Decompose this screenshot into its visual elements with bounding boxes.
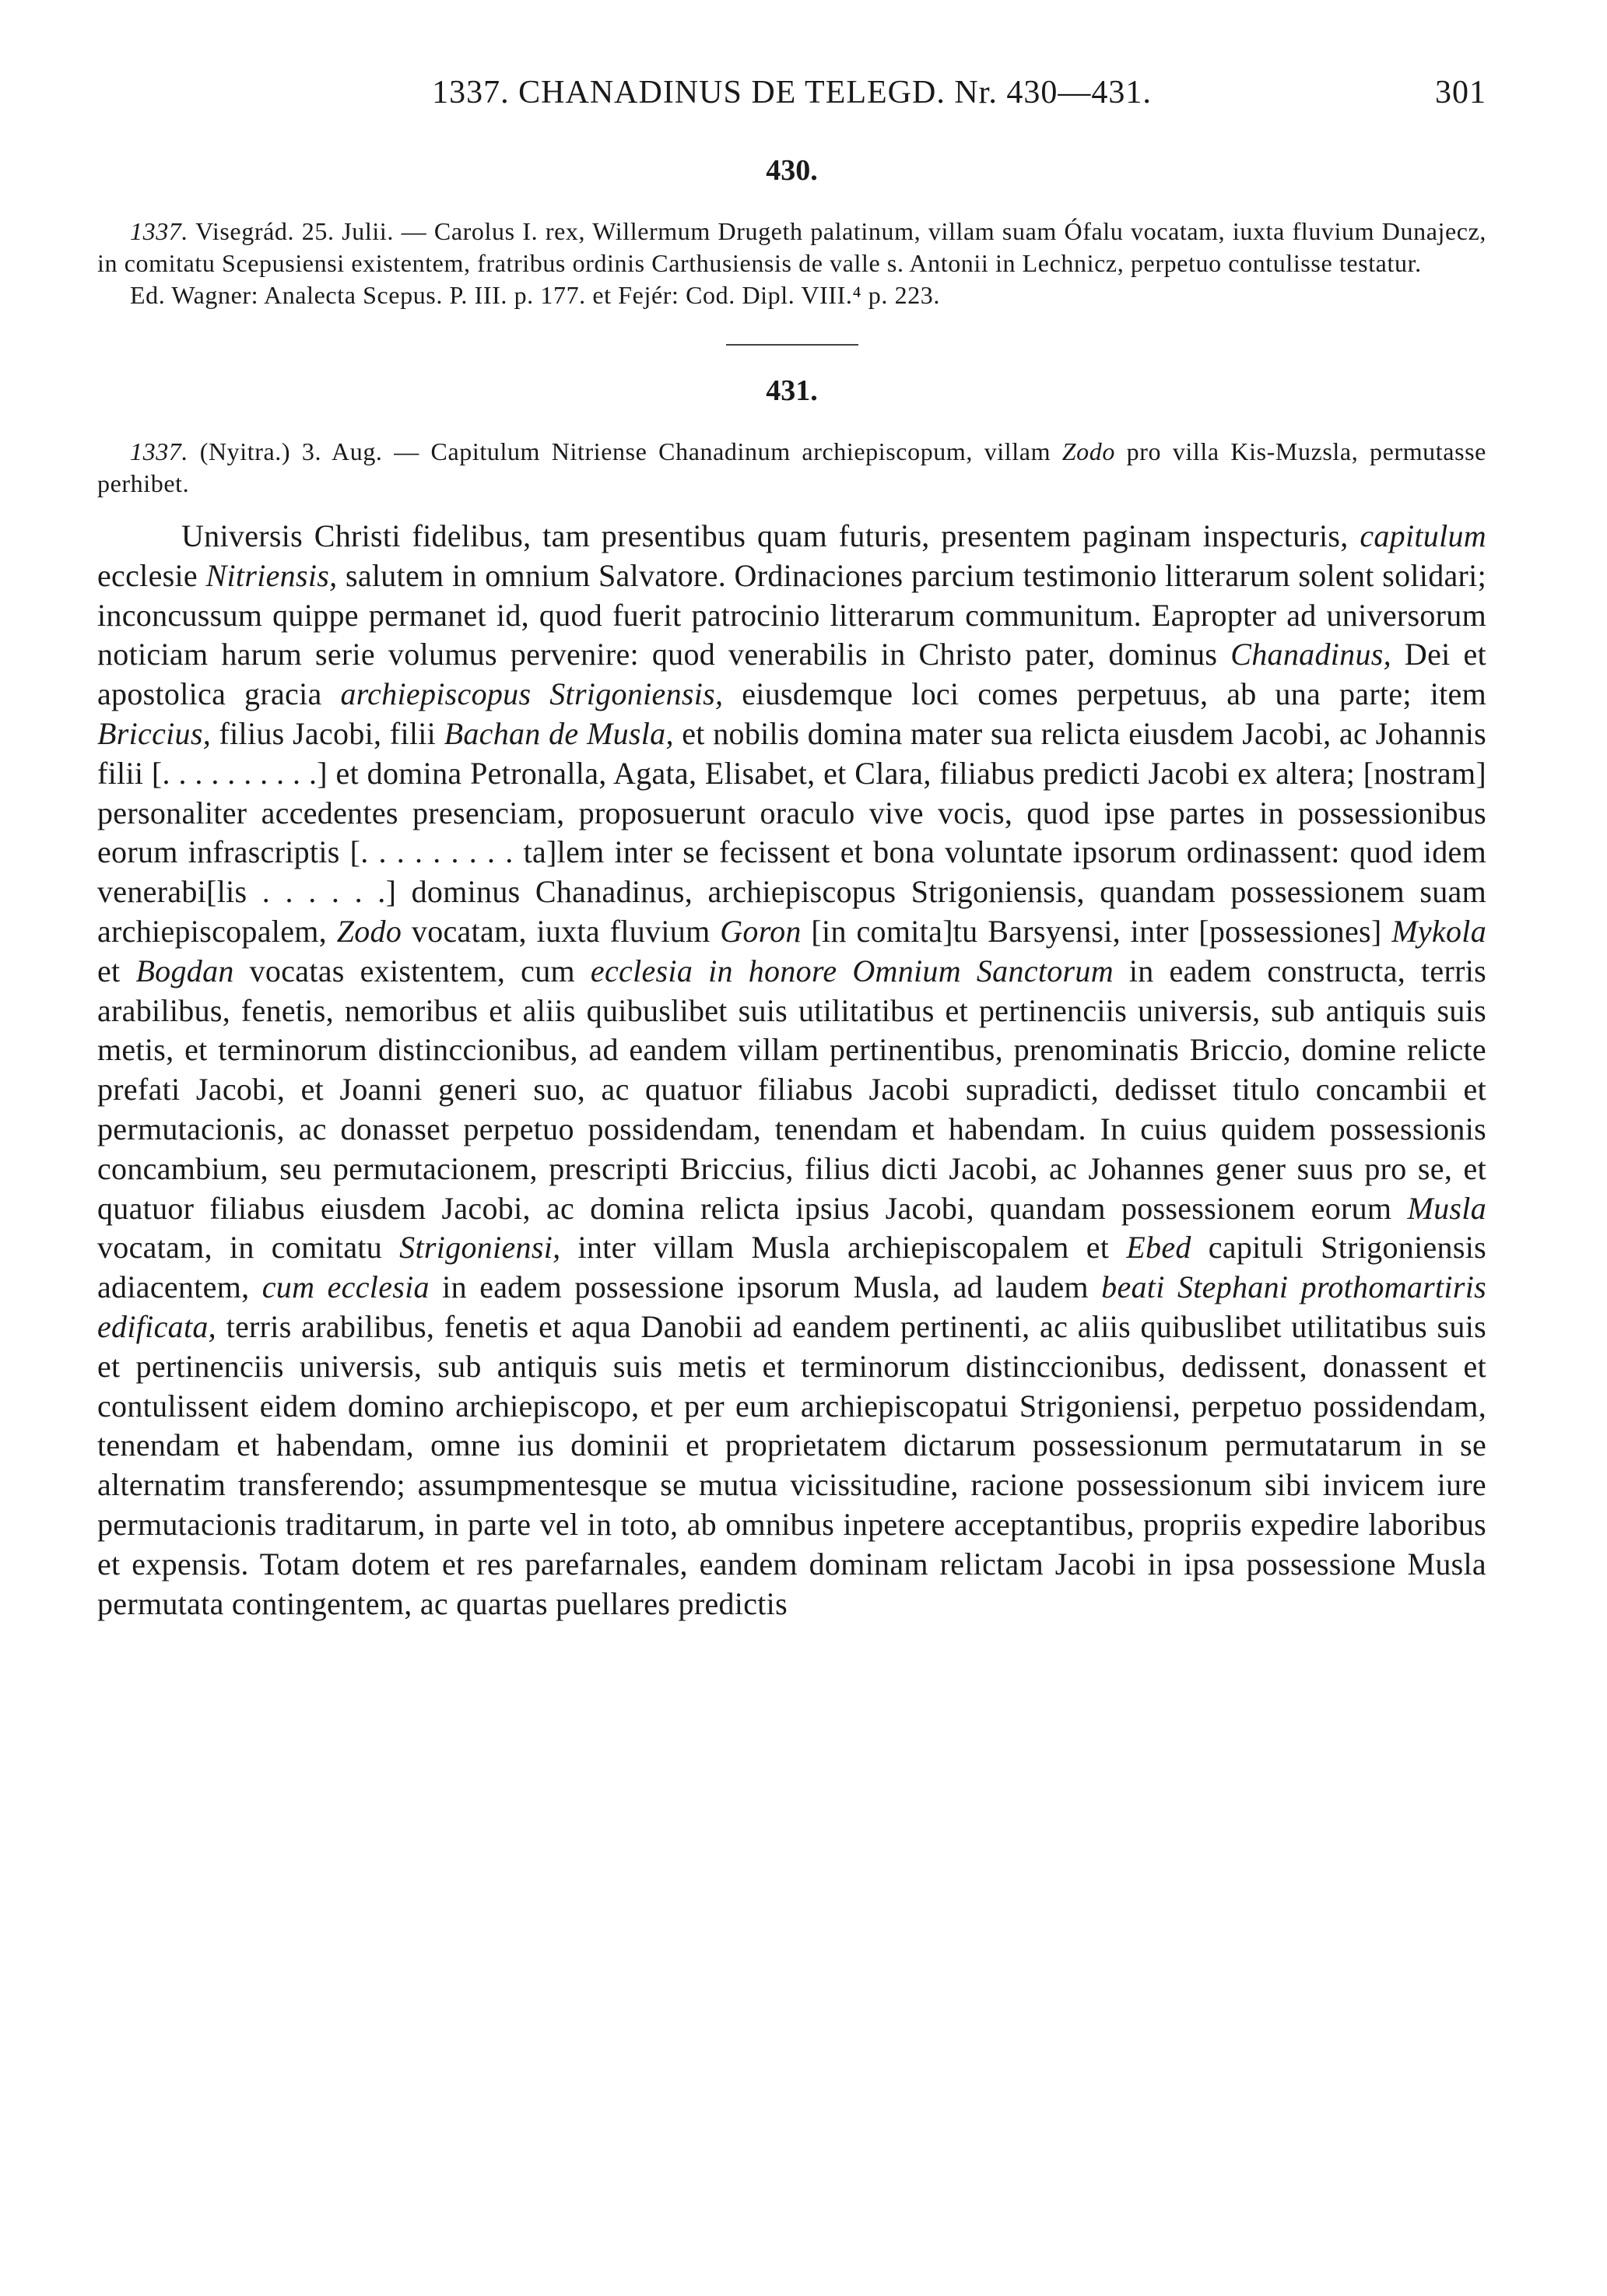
charter-italic-segment: Goron [720,913,802,949]
charter-text-segment: vocatam, in comitatu [97,1230,400,1266]
page-number: 301 [1435,75,1486,111]
regest-430-text: Visegrád. 25. Julii. — Carolus I. rex, Willermum Drugeth palatinum, villam suam Ófalu vocatam, iuxta fluvium Dunajecz, in comitatu Scepusiensi existentem, fratribus ordinis Carthusiensis de valle s. Antonii in Lechnicz, perpetuo contulisse testatur. [97,217,1486,277]
charter-text-segment: in eadem constructa, terris arabilibus, fenetis, nemoribus et aliis quibuslibet suis utilitatibus et pertinenciis universis, sub antiquis suis metis, et terminorum distinccionibus, ad eandem villam pertinentibus, prenominatis Briccio, domine relicte prefati Jacobi, et Joanni generi suo, ac quatuor filiabus Jacobi supradicti, dedisset titulo concambii et permutacionis, ac donasset perpetuo possidendam, tenendam et habendam. In cuius quidem possessionis concambium, seu permutacionem, prescripti Briccius, filius dicti Jacobi, ac Johannes gener suus pro se, et quatuor filiabus eiusdem Jacobi, ac domina relicta ipsius Jacobi, quandam possessionem eorum [97,953,1486,1226]
charter-text-segment: Dei et apostolica gracia [97,637,1486,712]
charter-italic-segment: Musla [1407,1190,1486,1226]
charter-text-segment: ecclesie [97,557,206,593]
regest-430 [97,216,1486,279]
charter-text-431 [97,517,1486,1624]
charter-italic-segment: Strigoniensi, [399,1230,561,1266]
document-number-431: 431. [766,374,818,407]
regest-431-date: 1337. [130,437,188,465]
running-head [97,74,1486,121]
charter-text-segment: vocatam, iuxta fluvium [402,913,721,949]
regest-431 [97,436,1486,500]
charter-italic-segment: Zodo [336,913,402,949]
charter-italic-segment: Briccius, [97,715,212,751]
charter-text-segment: terris arabilibus, fenetis et aqua Danobii ad eandem pertinenti, ac aliis quibuslibet utilitatibus suis et pertinenciis universis, sub antiquis suis metis et terminorum distinccionibus, dedissent, donassent et contulissent eidem domino archiepiscopo, et per eum archiepiscopatui Strigoniensi, perpetuo possidendam, tenendam et habendam, omne ius dominii et proprietatem dictarum possessionum permutatarum in se alternatim transferendo; assumpmentesque se mutua vicissitudine, racione possessionum sibi invicem iure permutacionis traditarum, in parte vel in toto, ab omnibus inpetere acceptantibus, propriis expedire laboribus et expensis. Totam dotem et res parefarnales, eandem dominam relictam Jacobi in ipsa possessione Musla permutata contingentem, ac quartas puellares predictis [97,1308,1486,1621]
charter-text-segment: eiusdemque loci comes perpetuus, ab una parte; item [723,676,1487,712]
charter-italic-segment: Chanadinus, [1230,637,1391,672]
charter-italic-segment: ecclesia in honore Omnium Sanctorum [590,953,1114,988]
charter-italic-segment: Nitriensis, [205,557,338,593]
charter-text-segment: et [97,953,136,988]
charter-text-segment: Universis Christi fidelibus, tam presentibus quam futuris, presentem paginam inspecturis, [181,518,1360,553]
charter-italic-segment: archiepiscopus Strigoniensis, [340,676,724,712]
charter-italic-segment: Bachan de Musla, [444,715,674,751]
charter-italic-segment: Bogdan [135,953,234,988]
charter-italic-segment: cum ecclesia [261,1269,430,1305]
regest-431-zodo: Zodo [1061,437,1115,465]
charter-text-segment: et nobilis domina mater sua relicta eiusdem Jacobi, ac Johannis filii [. . . . . . . . . .] et domina Petronalla, Agata, Elisabet, et Clara, filiabus predicti Jacobi ex altera; [nostram] personaliter accedentes presenciam, proposuerunt oraculo vive vocis, quod ipse partes in possessionibus eorum infrascriptis [. . . . . . . . . ta]lem inter se fecissent et bona voluntate ipsorum ordinassent: quod idem venerabi[lis . . . . . .] dominus Chanadinus, archiepiscopus Strigoniensis, quandam possessionem suam archiepiscopalem, [97,715,1486,949]
charter-text-segment: vocatas existentem, cum [233,953,591,988]
regest-431-text-a: (Nyitra.) 3. Aug. — Capitulum Nitriense Chanadinum archiepiscopum, villam [188,437,1062,465]
charter-text-segment: filius Jacobi, filii [211,715,444,751]
charter-text-segment: in eadem possessione ipsorum Musla, ad laudem [429,1269,1102,1305]
charter-text-segment: [in comita]tu Barsyensi, inter [possessiones] [801,913,1392,949]
charter-text-segment: inter villam Musla archiepiscopalem et [560,1230,1127,1266]
charter-italic-segment: capitulum [1360,518,1486,553]
charter-italic-segment: beati Stephani prothomartiris edificata, [97,1269,1486,1344]
charter-italic-segment: Ebed [1126,1230,1191,1266]
regest-431-text-b: pro villa Kis-Muzsla, permutasse perhibet. [97,437,1486,497]
charter-text-segment: salutem in omnium Salvatore. Ordinaciones parcium testimonio litterarum solent solidari; inconcussum quippe permanet id, quod fuerit patrocinio litterarum communitum. Eapropter ad universorum noticiam harum serie volumus pervenire: quod venerabilis in Christo pater, dominus [97,557,1487,672]
running-head-title: 1337. CHANADINUS DE TELEGD. Nr. 430—431. [432,75,1152,111]
regest-430-date: 1337. [130,217,188,245]
page [97,74,1486,1624]
charter-text-segment: capituli Strigoniensis adiacentem, [97,1230,1486,1305]
charter-italic-segment: Mykola [1391,913,1486,949]
edition-note-430: Ed. Wagner: Analecta Scepus. P. III. p. 177. et Fejér: Cod. Dipl. VIII.⁴ p. 223. [130,281,940,309]
document-number-430: 430. [766,154,818,187]
section-divider [726,344,858,346]
